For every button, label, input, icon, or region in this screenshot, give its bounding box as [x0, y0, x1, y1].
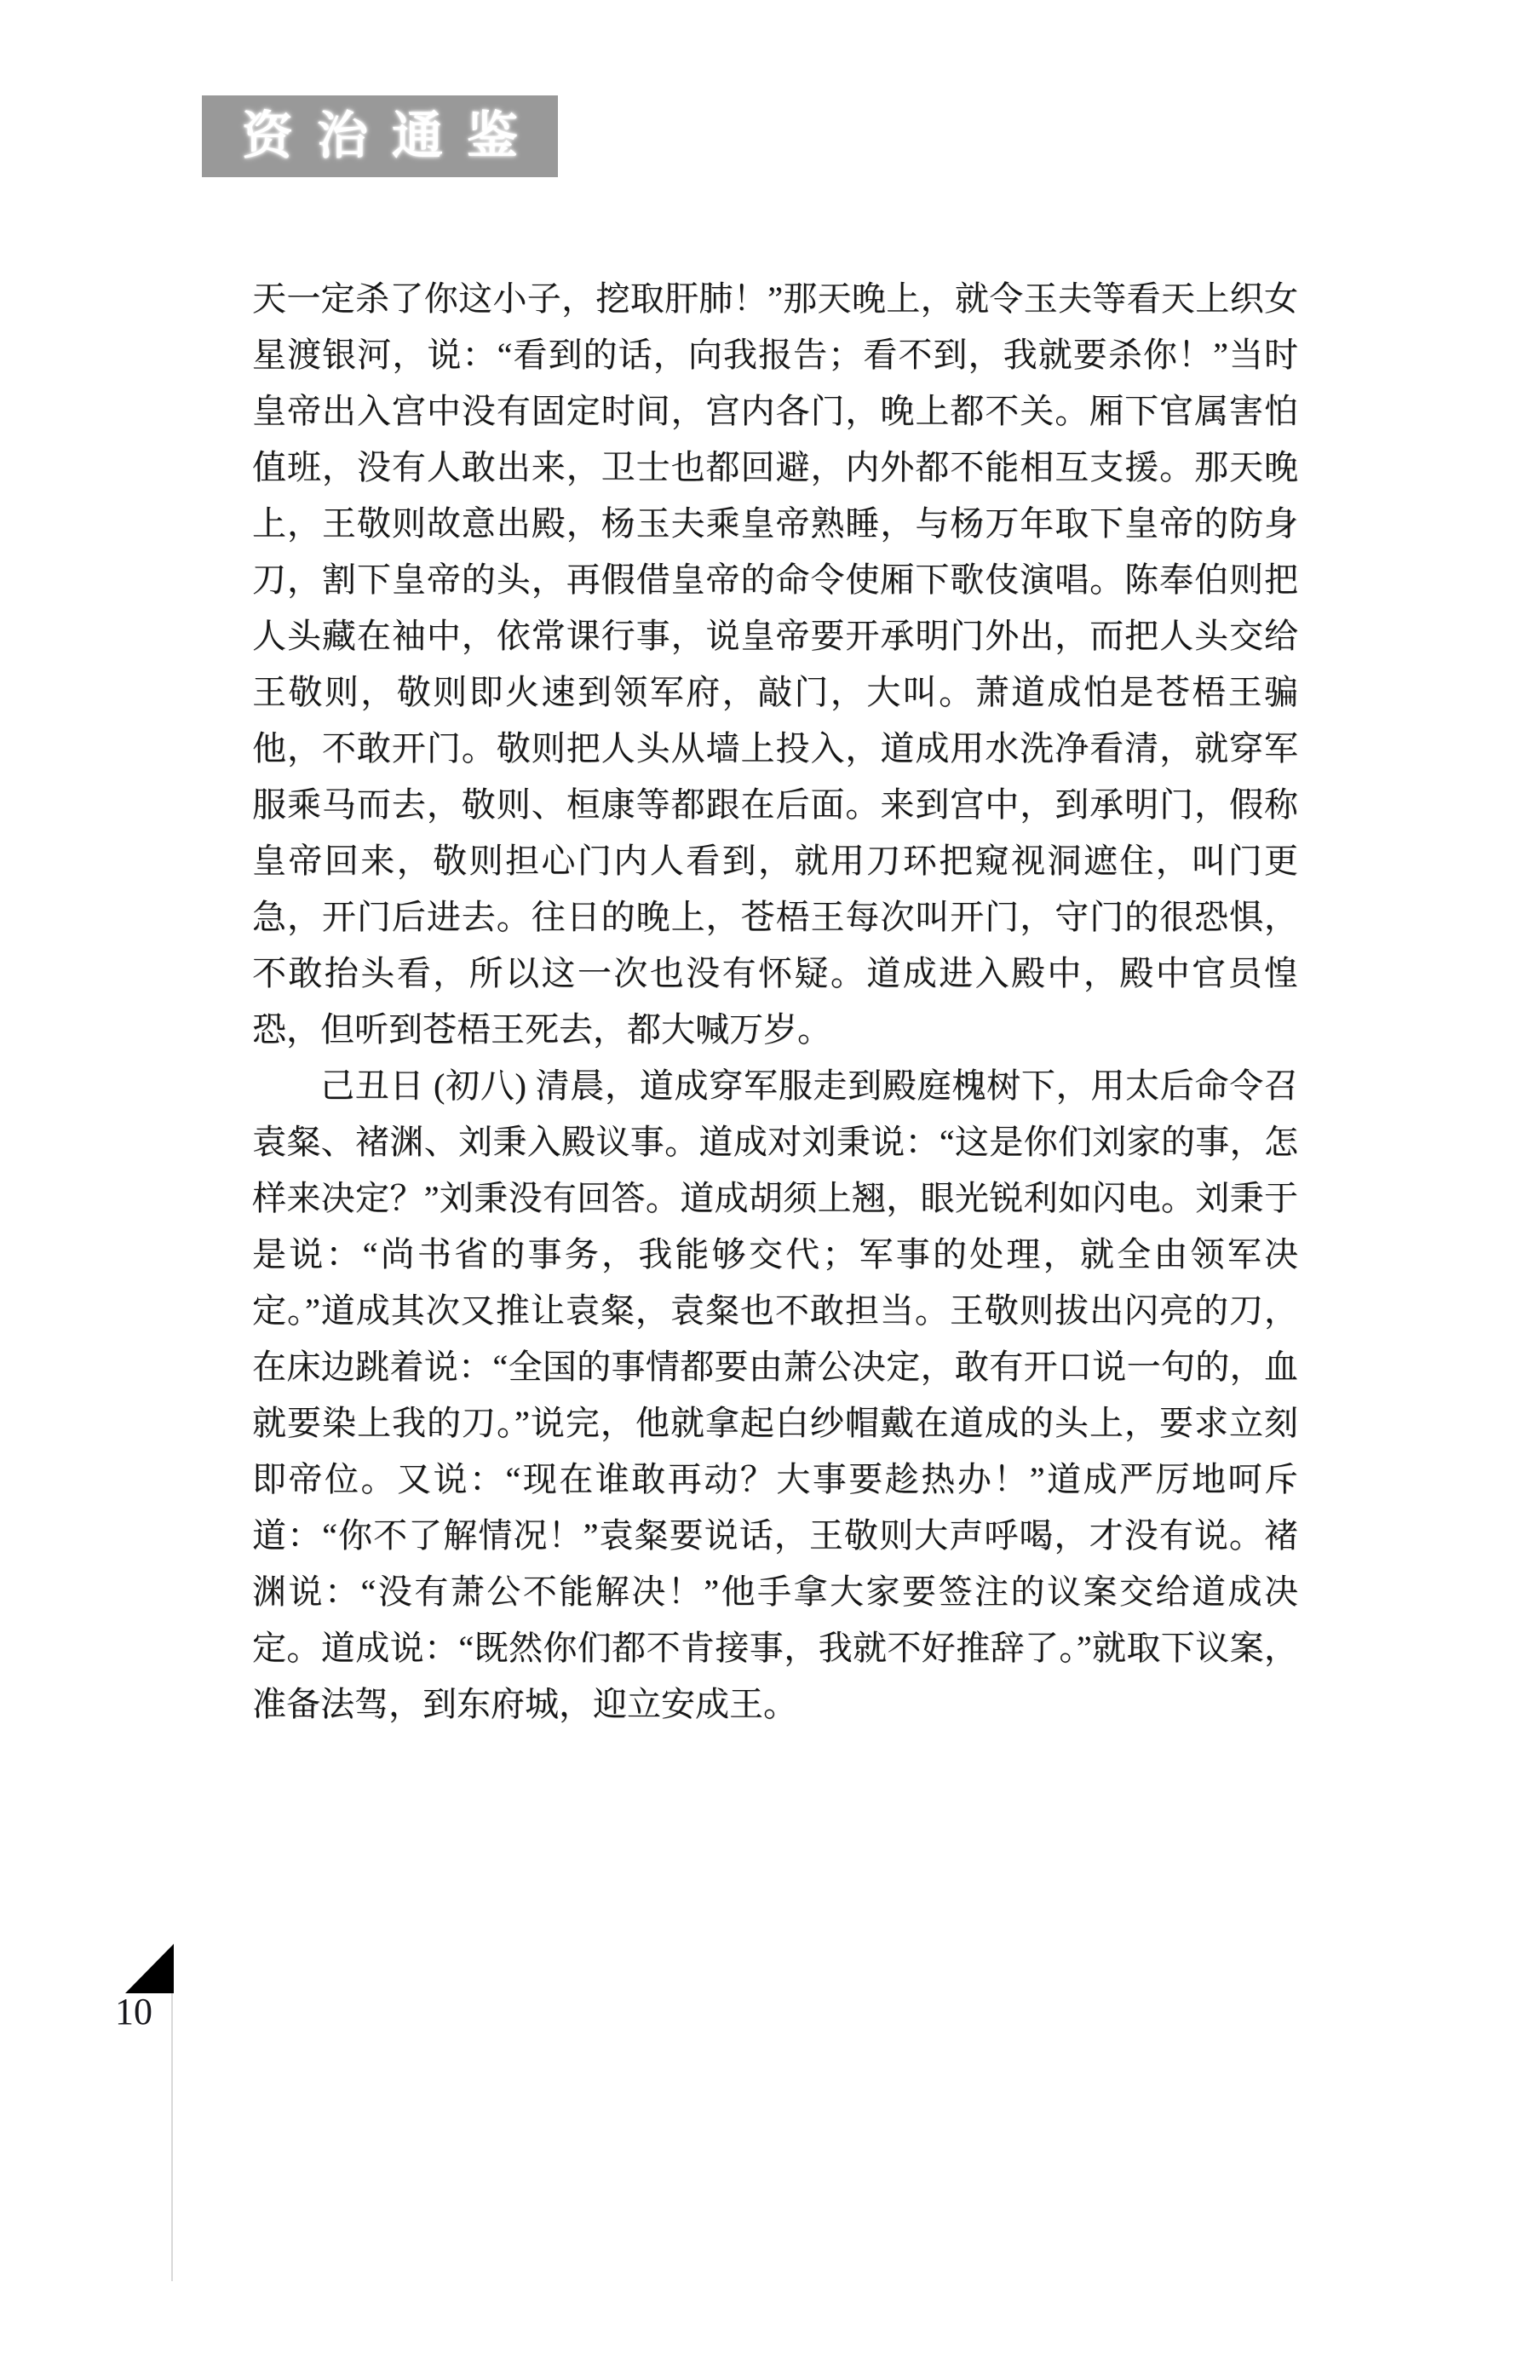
- corner-triangle-icon: [125, 1944, 174, 1993]
- paragraph: 己丑日 (初八) 清晨，道成穿军服走到殿庭槐树下，用太后命令召袁粲、褚渊、刘秉入殿议事。道成对刘秉说：“这是你们刘家的事，怎样来决定？”刘秉没有回答。道成胡须上翘，眼光锐利如闪电。刘秉于是说：“尚书省的事务，我能够交代；军事的处理，就全由领军决定。”道成其次又推让袁粲，袁粲也不敢担当。王敬则拔出闪亮的刀，在床边跳着说：“全国的事情都要由萧公决定，敢有开口说一句的，血就要染上我的刀。”说完，他就拿起白纱帽戴在道成的头上，要求立刻即帝位。又说：“现在谁敢再动？大事要趁热办！”道成严厉地呵斥道：“你不了解情况！”袁粲要说话，王敬则大声呼喝，才没有说。褚渊说：“没有萧公不能解决！”他手拿大家要签注的议案交给道成决定。道成说：“既然你们都不肯接事，我就不好推辞了。”就取下议案，准备法驾，到东府城，迎立安成王。: [252, 1066, 1298, 1723]
- main-text-block: [252, 271, 1298, 1733]
- vertical-rule: [171, 1993, 173, 2281]
- header-banner: [202, 95, 558, 177]
- page-number: 10: [115, 1991, 152, 2032]
- book-title: 资治通鉴: [242, 107, 542, 164]
- paragraph: 天一定杀了你这小子，挖取肝肺！”那天晚上，就令玉夫等看天上织女星渡银河，说：“看到的话，向我报告；看不到，我就要杀你！”当时皇帝出入宫中没有固定时间，宫内各门，晚上都不关。厢下官属害怕值班，没有人敢出来，卫士也都回避，内外都不能相互支援。那天晚上，王敬则故意出殿，杨玉夫乘皇帝熟睡，与杨万年取下皇帝的防身刀，割下皇帝的头，再假借皇帝的命令使厢下歌伎演唱。陈奉伯则把人头藏在袖中，依常课行事，说皇帝要开承明门外出，而把人头交给王敬则，敬则即火速到领军府，敲门，大叫。萧道成怕是苍梧王骗他，不敢开门。敬则把人头从墙上投入，道成用水洗净看清，就穿军服乘马而去，敬则、桓康等都跟在后面。来到宫中，到承明门，假称皇帝回来，敬则担心门内人看到，就用刀环把窥视洞遮住，叫门更急，开门后进去。往日的晚上，苍梧王每次叫开门，守门的很恐惧，不敢抬头看，所以这一次也没有怀疑。道成进入殿中，殿中官员惶恐，但听到苍梧王死去，都大喊万岁。: [252, 279, 1298, 1049]
